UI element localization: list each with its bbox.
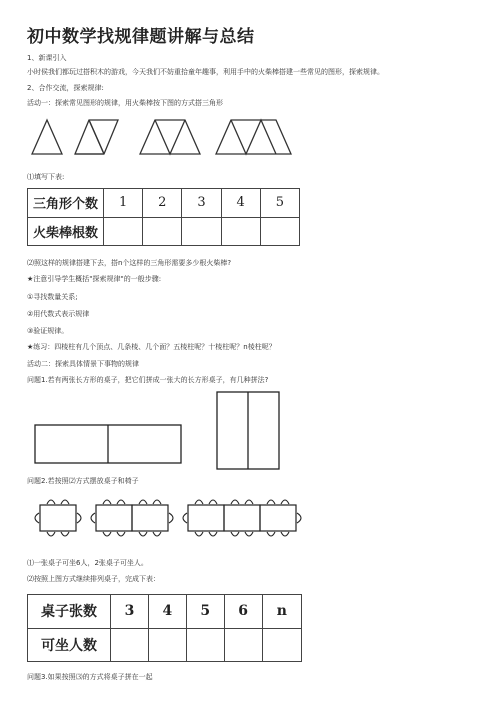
chair (195, 500, 203, 504)
chair (195, 532, 203, 536)
problem-2-question-1: ⑴一张桌子可坐6人，2张桌子可坐人。 (27, 559, 148, 567)
table-row (28, 595, 302, 629)
table-cell (260, 217, 299, 246)
step-3: ③验证规律。 (27, 327, 69, 335)
table-row (28, 628, 302, 662)
chair (47, 500, 55, 504)
page-title: 初中数学找规律题讲解与总结 (27, 27, 255, 47)
practice-text: ★练习：四棱柱有几个顶点、几条棱、几个面？五棱柱呢？十棱柱呢？n棱柱呢？ (27, 343, 276, 351)
table-cell (221, 217, 260, 246)
chair (91, 513, 95, 523)
question-2: ⑵照这样的规律搭建下去，搭n个这样的三角形需要多少根火柴棒? (27, 259, 232, 267)
chair (183, 513, 187, 523)
tables-chairs-figure (0, 493, 504, 543)
step-2: ②用代数式表示规律 (27, 310, 90, 318)
chair (77, 513, 81, 523)
table-cell: 6 (224, 595, 262, 629)
desk (132, 505, 168, 531)
chair (231, 500, 239, 504)
chair (47, 532, 55, 536)
table-cell: 5 (186, 595, 224, 629)
table-row (28, 189, 300, 218)
chair (139, 532, 147, 536)
chair (231, 532, 239, 536)
problem-2-text: 问题2.若按照⑵方式摆放桌子和椅子 (27, 477, 139, 485)
chair (153, 532, 161, 536)
chair (297, 513, 301, 523)
desk (40, 505, 76, 531)
chair (281, 500, 289, 504)
chair (117, 532, 125, 536)
table-cell (182, 217, 221, 246)
table-cell (148, 628, 186, 662)
triangle-figures (0, 118, 504, 168)
chair (267, 500, 275, 504)
table-cell (143, 217, 182, 246)
table-cell: 三角形个数 (28, 189, 104, 218)
table-cell: 5 (260, 189, 299, 218)
table-cell (104, 217, 143, 246)
chair (103, 532, 111, 536)
chair (103, 500, 111, 504)
table-cell: 1 (104, 189, 143, 218)
chair (209, 532, 217, 536)
section-intro-heading: 1、新课引入 (27, 54, 67, 62)
desk (224, 505, 260, 531)
problem-3-text: 问题3.如果按照⑶的方式将桌子拼在一起 (27, 673, 153, 681)
table-cell: 3 (111, 595, 149, 629)
chair (61, 532, 69, 536)
intro-text: 小时侯我们都玩过搭积木的游戏，今天我们不妨重拾童年趣事，利用手中的火柴棒搭建一些常见的图形，探索规律。 (27, 68, 384, 76)
problem-1-text: 问题1.若有两张长方形的桌子，把它们拼成一张大的长方形桌子，有几种拼法? (27, 376, 269, 384)
chair (61, 500, 69, 504)
question-1: ⑴填写下表: (27, 173, 65, 181)
triangle-figure-1 (32, 120, 62, 154)
seating-table (27, 594, 302, 662)
table-cell (224, 628, 262, 662)
table-cell (262, 628, 301, 662)
step-1: ①寻找数量关系; (27, 293, 78, 301)
desk (188, 505, 224, 531)
triangle-figure-4 (216, 120, 291, 154)
chair (281, 532, 289, 536)
desk (96, 505, 132, 531)
table-cell: 可坐人数 (28, 628, 111, 662)
triangle-figure-3 (140, 120, 200, 154)
chair (267, 532, 275, 536)
chair (139, 500, 147, 504)
chair (117, 500, 125, 504)
table-arrangement-figures (0, 390, 504, 480)
chair (209, 500, 217, 504)
table-cell: n (262, 595, 301, 629)
table-cell: 4 (221, 189, 260, 218)
activity-2-text: 活动二：探索具体情景下事物的规律 (27, 360, 139, 368)
table-cell: 桌子张数 (28, 595, 111, 629)
problem-2-question-2: ⑵按照上图方式继续排列桌子，完成下表： (27, 575, 160, 583)
triangle-table (27, 188, 300, 246)
note-steps: ★注意引导学生概括"探索规律"的一般步骤: (27, 275, 162, 283)
table-cell: 3 (182, 189, 221, 218)
activity-1-text: 活动一：探索常见图形的规律，用火柴棒按下图的方式搭三角形 (27, 99, 223, 107)
desk (260, 505, 296, 531)
table-cell: 2 (143, 189, 182, 218)
table-cell (111, 628, 149, 662)
table-cell: 火柴棒根数 (28, 217, 104, 246)
table-cell: 4 (148, 595, 186, 629)
section-exchange-heading: 2、合作交流，探索规律: (27, 84, 104, 92)
chair (245, 500, 253, 504)
table-row (28, 217, 300, 246)
chair (169, 513, 173, 523)
chair (153, 500, 161, 504)
table-cell (186, 628, 224, 662)
chair (245, 532, 253, 536)
chair (35, 513, 39, 523)
